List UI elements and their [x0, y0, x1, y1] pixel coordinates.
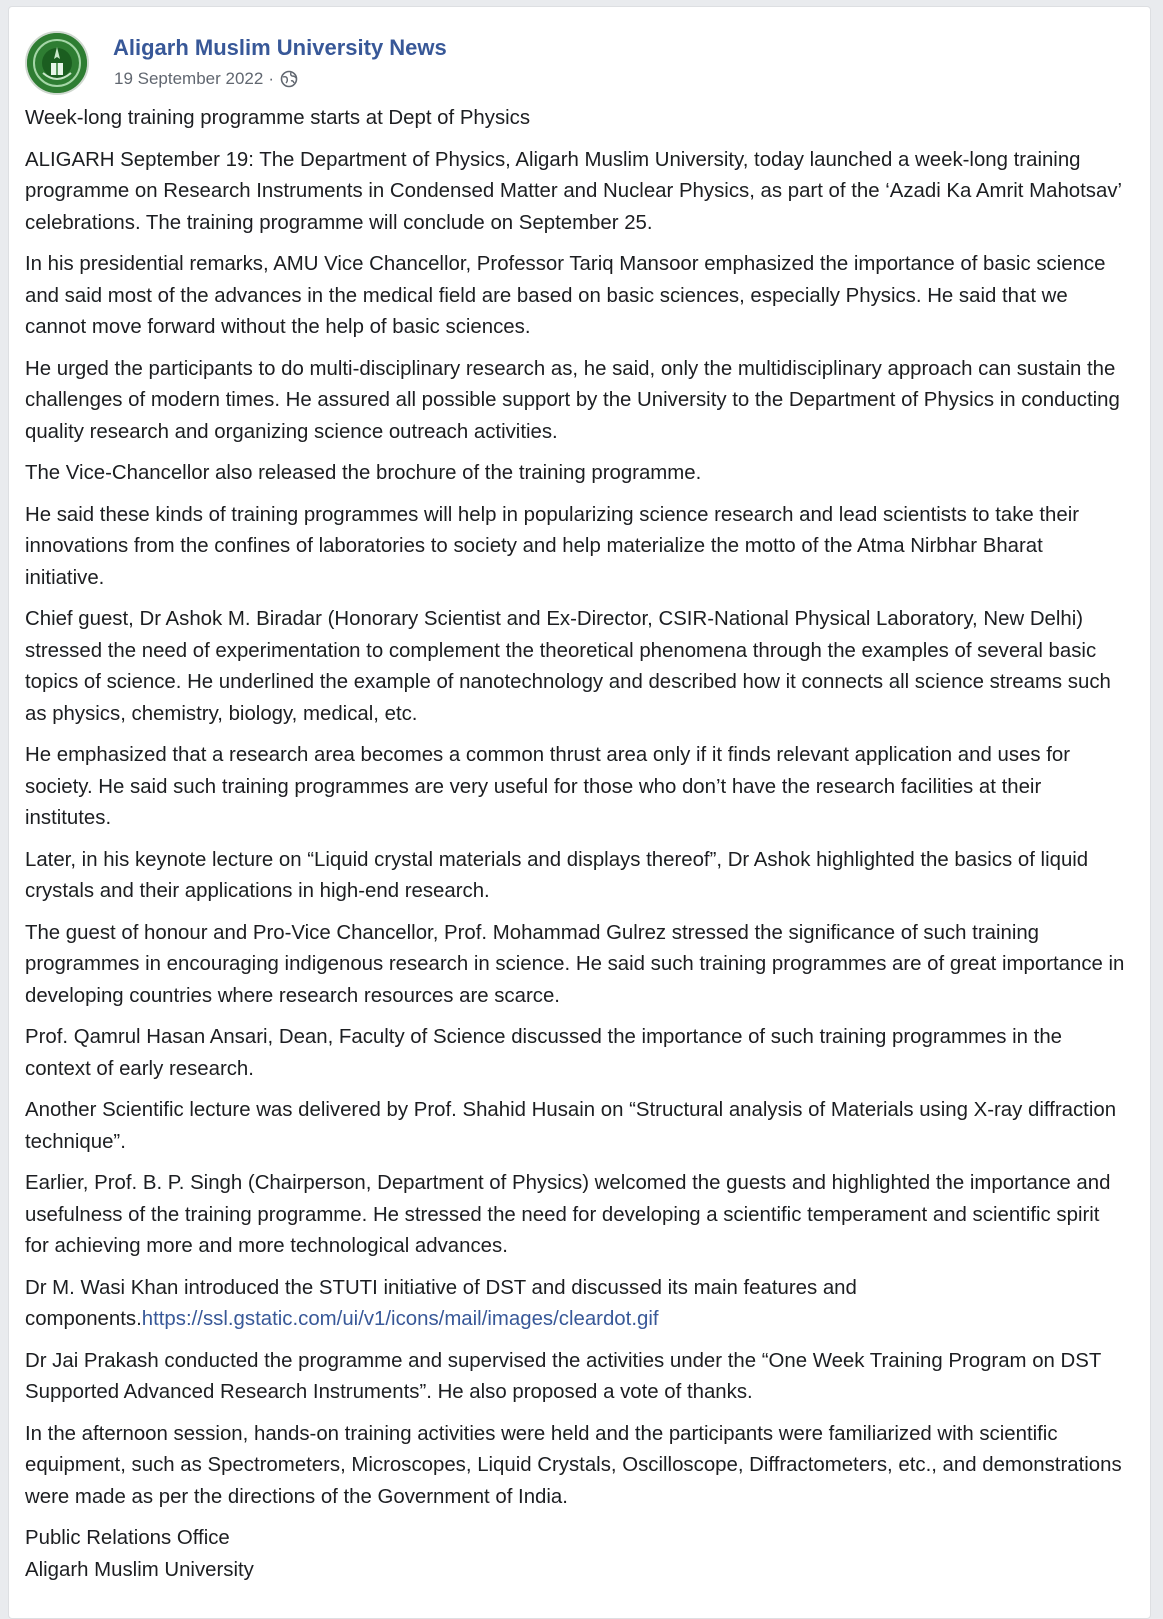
paragraph: He urged the participants to do multi-disciplinary research as, he said, only the multidisciplinary approach can sustain the challenges of modern times. He assured all possible support by the University to the Department of Physics in conducting quality research and organizing science outreach activities. — [25, 357, 1120, 443]
paragraph-with-link — [25, 1273, 1125, 1336]
signature — [25, 1523, 1125, 1586]
university-logo-icon — [27, 33, 87, 93]
signature-line: Public Relations Office — [25, 1527, 230, 1549]
paragraph: ALIGARH September 19: The Department of Physics, Aligarh Muslim University, today launched a week-long training programme on Research Instruments in Condensed Matter and Nuclear Physics, as part of the ‘Azadi Ka Amrit Mahotsav’ celebrations. The training programme will conclude on September 25. — [25, 148, 1122, 234]
signature-line: Aligarh Muslim University — [25, 1558, 254, 1581]
meta-separator: · — [268, 69, 275, 88]
post-date[interactable]: 19 September 2022 — [114, 69, 264, 88]
cleardot-link[interactable]: https://ssl.gstatic.com/ui/v1/icons/mail/images/cleardot.gif — [141, 1308, 659, 1330]
page-name-link[interactable]: Aligarh Muslim University News — [113, 35, 447, 60]
globe-icon[interactable] — [279, 69, 299, 89]
paragraph: The guest of honour and Pro-Vice Chancellor, Prof. Mohammad Gulrez stressed the significance of such training programmes in encouraging indigenous research in science. He said such training programmes are of great importance in developing countries where research resources are scarce. — [25, 921, 1125, 1007]
paragraph: In the afternoon session, hands-on training activities were held and the participants were familiarized with scientific equipment, such as Spectrometers, Microscopes, Liquid Crystals, Oscilloscope, Diffractometers, etc., and demonstrations were made as per the directions of the Government of India. — [25, 1422, 1122, 1508]
paragraph: He said these kinds of training programmes will help in popularizing science research and lead scientists to take their innovations from the confines of laboratories to society and help materialize the motto of the Atma Nirbhar Bharat initiative. — [25, 503, 1080, 589]
post-body — [25, 103, 1125, 1586]
paragraph: Dr Jai Prakash conducted the programme and supervised the activities under the “One Week Training Program on DST Supported Advanced Research Instruments”. He also proposed a vote of thanks. — [25, 1349, 1101, 1403]
paragraph: Earlier, Prof. B. P. Singh (Chairperson, Department of Physics) welcomed the guests and highlighted the importance and usefulness of the training programme. He stressed the need for developing a scientific temperament and scientific spirit for achieving more and more technological advances. — [25, 1172, 1111, 1257]
paragraph: Chief guest, Dr Ashok M. Biradar (Honorary Scientist and Ex-Director, CSIR-National Physical Laboratory, New Delhi) stressed the need of experimentation to complement the theoretical phenomena through the examples of several basic topics of science. He underlined the example of nanotechnology and described how it connects all science streams such as physics, chemistry, biology, medical, etc. — [25, 608, 1111, 725]
paragraph: The Vice-Chancellor also released the brochure of the training programme. — [25, 462, 702, 484]
paragraph: Later, in his keynote lecture on “Liquid crystal materials and displays thereof”, Dr Ashok highlighted the basics of liquid crystals and their applications in high-end research. — [25, 848, 1089, 902]
avatar[interactable] — [25, 31, 89, 95]
paragraph: In his presidential remarks, AMU Vice Chancellor, Professor Tariq Mansoor emphasized the importance of basic science and said most of the advances in the medical field are based on basic sciences, especially Physics. He said that we cannot move forward without the help of basic sciences. — [25, 253, 1106, 338]
post-title: Week-long training programme starts at Dept of Physics — [25, 107, 531, 129]
post-card — [8, 6, 1151, 1619]
paragraph: Prof. Qamrul Hasan Ansari, Dean, Faculty of Science discussed the importance of such training programmes in the context of early research. — [25, 1026, 1063, 1080]
post-meta — [114, 69, 299, 89]
paragraph: He emphasized that a research area becomes a common thrust area only if it finds relevant application and uses for society. He said such training programmes are very useful for those who don’t have the research facilities at their institutes. — [25, 744, 1071, 829]
wasi-text: Dr M. Wasi Khan introduced the STUTI initiative of DST and discussed its main features and components. — [25, 1276, 857, 1330]
paragraph: Another Scientific lecture was delivered by Prof. Shahid Husain on “Structural analysis of Materials using X-ray diffraction technique”. — [25, 1099, 1117, 1153]
